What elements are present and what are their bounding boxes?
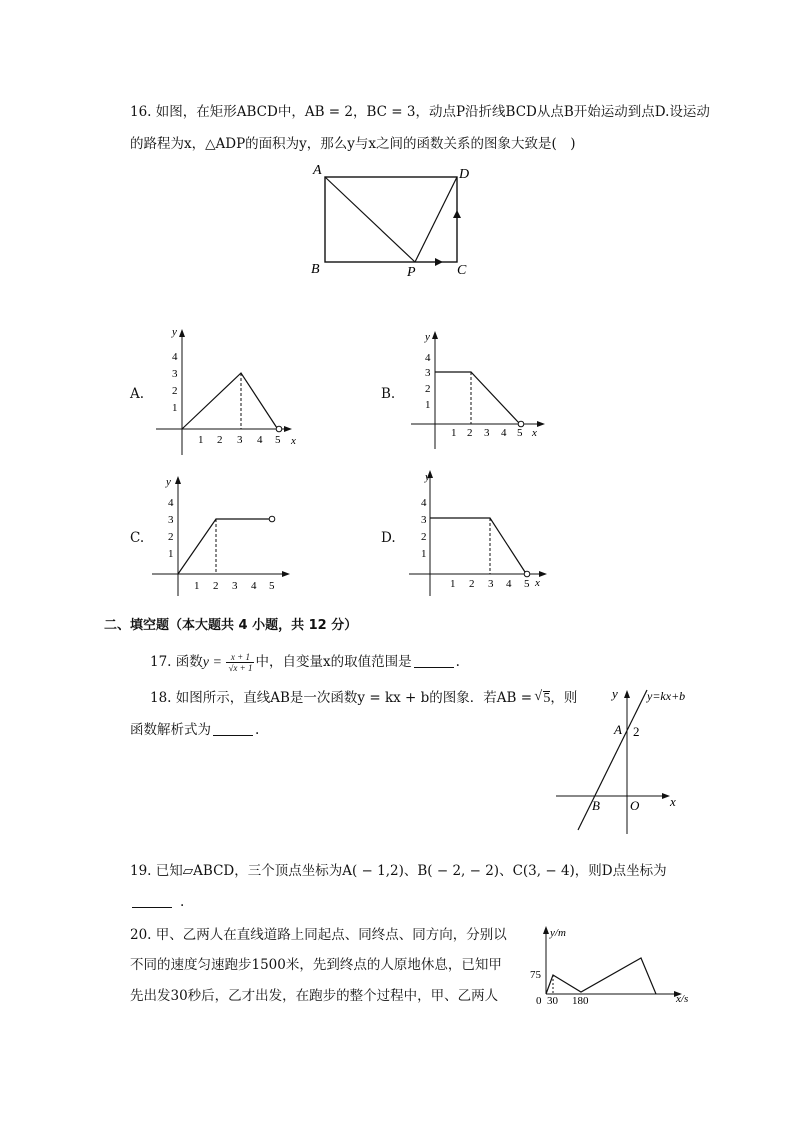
svg-text:4: 4 [501,427,507,439]
svg-text:3: 3 [232,580,238,592]
svg-text:1: 1 [168,548,174,560]
svg-text:3: 3 [421,514,427,526]
svg-text:3: 3 [425,367,431,379]
label-D: D [459,167,470,182]
svg-text:4: 4 [425,352,431,364]
q20-line3: 先出发30秒后，乙才出发，在跑步的整个过程中，甲、乙两人 [130,988,499,1004]
svg-text:1: 1 [425,399,431,411]
svg-text:y: y [612,686,618,701]
q18-figure [550,682,700,838]
svg-text:A: A [614,722,622,737]
q18-line2: 函数解析式为 . [130,722,260,738]
svg-text:x: x [670,794,676,809]
svg-text:B: B [592,798,600,813]
svg-text:4: 4 [168,497,174,509]
svg-text:x: x [532,427,537,439]
svg-text:x/s: x/s [676,993,689,1005]
q17-line: 17. 函数y = $\frac{x + 1}{√x + 1}$ 中，自变量x的取值范围是 . [150,652,460,673]
svg-text:1: 1 [194,580,200,592]
q19-line1: 19. 已知▱ABCD，三个顶点坐标为A( − 1,2)、B( − 2, − 2)、C(3, − 4)，则D点坐标为 [130,863,667,879]
svg-text:1: 1 [421,548,427,560]
svg-text:0: 0 [536,995,542,1007]
label-A: A [313,163,322,178]
svg-text:3: 3 [488,578,494,590]
svg-text:x: x [291,435,296,447]
svg-text:3: 3 [237,434,243,446]
svg-text:5: 5 [524,578,530,590]
svg-text:5: 5 [269,580,275,592]
svg-text:180: 180 [572,995,589,1007]
svg-text:2: 2 [172,385,178,397]
svg-text:y: y [166,476,171,488]
q19-answer-blank[interactable] [132,893,172,908]
svg-text:5: 5 [275,434,281,446]
svg-text:3: 3 [168,514,174,526]
q20-line2: 不同的速度匀速跑步1500米，先到终点的人原地休息，已知甲 [130,957,502,973]
svg-text:2: 2 [469,578,475,590]
option-c-graph [148,472,298,600]
svg-text:30: 30 [547,995,558,1007]
svg-text:4: 4 [257,434,263,446]
rectangle-figure [305,160,485,285]
option-d-graph [405,466,555,602]
option-c-label: C. [130,530,145,546]
svg-text:O: O [630,798,640,813]
label-P: P [407,265,416,280]
svg-text:2: 2 [425,383,431,395]
svg-text:y/m: y/m [550,927,566,939]
svg-text:1: 1 [172,402,178,414]
option-b-graph [405,327,555,455]
svg-text:2: 2 [168,531,174,543]
q18-answer-blank[interactable] [213,721,253,736]
svg-text:4: 4 [421,497,427,509]
svg-text:5: 5 [517,427,523,439]
svg-text:2: 2 [633,724,640,739]
svg-text:2: 2 [467,427,473,439]
svg-text:x: x [535,577,540,589]
svg-text:1: 1 [450,578,456,590]
svg-text:3: 3 [484,427,490,439]
q16-line2: 的路程为x，△ADP的面积为y，那么y与x之间的函数关系的图象大致是( ) [130,136,576,152]
q19-line2: . [130,892,184,912]
option-a-label: A. [130,386,145,402]
svg-text:4: 4 [251,580,257,592]
q16-line1: 16. 如图，在矩形ABCD中，AB = 2，BC = 3，动点P沿折线BCD从点B开始运动到点D.设运动 [130,104,710,120]
svg-text:2: 2 [421,531,427,543]
svg-text:y: y [425,471,430,483]
q18-line1: 18. 如图所示，直线AB是一次函数y = kx + b的图象．若AB = √ 5，则 [150,688,577,708]
svg-text:2: 2 [213,580,219,592]
label-B: B [311,262,320,277]
svg-text:3: 3 [172,368,178,380]
svg-text:y=kx+b: y=kx+b [647,689,686,703]
option-d-label: D. [381,530,396,546]
section-title: 二、填空题（本大题共 4 小题，共 12 分） [104,618,358,633]
svg-text:2: 2 [217,434,223,446]
svg-text:y: y [425,331,430,343]
option-b-label: B. [381,386,396,402]
q20-figure [528,920,698,1010]
svg-text:y: y [172,326,177,338]
svg-text:1: 1 [198,434,204,446]
svg-text:1: 1 [451,427,457,439]
option-a-graph [150,323,305,461]
q20-line1: 20. 甲、乙两人在直线道路上同起点、同终点、同方向，分别以 [130,927,507,943]
svg-text:4: 4 [172,351,178,363]
svg-text:75: 75 [530,969,541,981]
q17-answer-blank[interactable] [414,653,454,668]
q17-fraction: $\frac{x + 1}{√x + 1}$ [228,652,253,673]
svg-text:4: 4 [506,578,512,590]
label-C: C [457,263,467,278]
